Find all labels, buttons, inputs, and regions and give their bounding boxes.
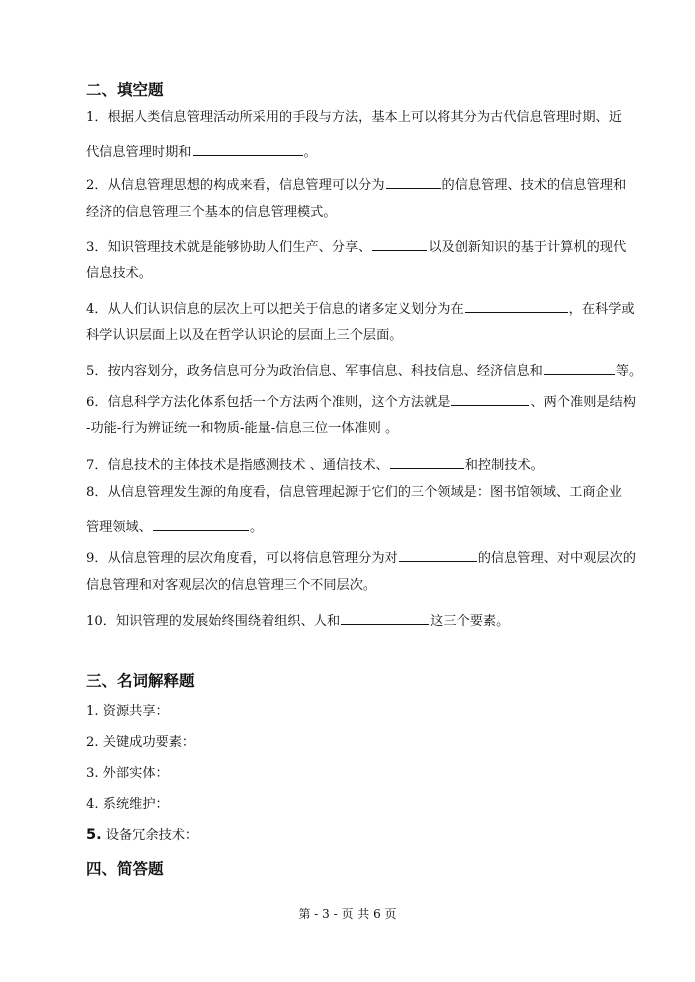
question-4-line-1 <box>86 298 635 318</box>
question-6-text: 6．信息科学方法化体系包括一个方法两个准则，这个方法就是 <box>86 395 451 410</box>
question-5-line-1 <box>86 360 642 380</box>
question-3-text: 3．知识管理技术就是能够协助人们生产、分享、 <box>86 240 372 255</box>
answer-blank-3 <box>372 236 427 251</box>
question-7-end: 和控制技术。 <box>464 458 544 473</box>
question-2-text-2: 的信息管理、技术的信息管理和 <box>441 178 627 193</box>
answer-blank-9 <box>399 547 477 562</box>
page-footer: 第 - 3 - 页 共 6 页 <box>298 907 397 921</box>
question-10-text: 10．知识管理的发展始终围绕着组织、人和 <box>86 614 341 629</box>
question-10-end: 这三个要素。 <box>430 614 510 629</box>
answer-blank-2 <box>386 174 441 189</box>
question-2-line-2: 经济的信息管理三个基本的信息管理模式。 <box>86 205 337 220</box>
term-item-5-number: 5. <box>86 827 102 843</box>
term-item-5-text: 设备冗余技术： <box>101 828 199 843</box>
answer-blank-8 <box>153 516 249 531</box>
term-item-2: 2. 关键成功要素： <box>86 735 196 750</box>
question-8-line-2 <box>86 516 263 536</box>
question-6-text-2: 、两个准则是结构 <box>530 395 636 410</box>
answer-blank-5 <box>544 360 615 375</box>
question-1-end: 。 <box>303 145 317 160</box>
section-heading-short-answer: 四、简答题 <box>86 860 164 878</box>
question-3-text-2: 以及创新知识的基于计算机的现代 <box>428 240 627 255</box>
question-9-text: 9．从信息管理的层次角度看，可以将信息管理分为对 <box>86 551 398 566</box>
question-5-text: 5．按内容划分，政务信息可分为政治信息、军事信息、科技信息、经济信息和 <box>86 364 543 379</box>
question-8-line-1: 8．从信息管理发生源的角度看，信息管理起源于它们的三个领域是：图书馆领域、工商企业 <box>86 485 622 500</box>
question-8-end: 。 <box>249 520 264 535</box>
question-3-line-2: 信息技术。 <box>86 266 152 281</box>
term-item-3: 3. 外部实体： <box>86 766 169 781</box>
question-4-line-2: 科学认识层面上以及在哲学认识论的层面上三个层面。 <box>86 328 403 343</box>
answer-blank-1 <box>193 141 303 156</box>
section-heading-fill-blank: 二、填空题 <box>86 81 164 99</box>
question-4-text: 4．从人们认识信息的层次上可以把关于信息的诸多定义划分为在 <box>86 302 464 317</box>
question-5-end: 等。 <box>615 364 643 379</box>
question-4-text-2: ，在科学或 <box>568 302 635 317</box>
question-6-line-2: -功能-行为辨证统一和物质-能量-信息三位一体准则 。 <box>86 421 399 436</box>
question-9-line-2: 信息管理和对客观层次的信息管理三个不同层次。 <box>86 578 377 593</box>
term-item-4: 4. 系统维护： <box>86 797 169 812</box>
question-6-line-1 <box>86 391 636 411</box>
question-7-text: 7．信息技术的主体技术是指感测技术 、通信技术、 <box>86 458 389 473</box>
question-10-line-1 <box>86 610 509 630</box>
question-3-line-1 <box>86 236 626 256</box>
question-9-text-2: 的信息管理、对中观层次的 <box>477 551 636 566</box>
question-2-line-1 <box>86 174 626 194</box>
answer-blank-7 <box>390 454 464 469</box>
term-item-5 <box>86 827 198 844</box>
question-1-text: 代信息管理时期和 <box>86 145 192 160</box>
section-heading-term-explanation: 三、名词解释题 <box>86 672 195 690</box>
question-8-text: 管理领域、 <box>86 520 152 535</box>
question-9-line-1 <box>86 547 636 567</box>
question-7-line-1 <box>86 454 544 474</box>
answer-blank-4 <box>465 298 568 313</box>
question-1-line-1: 1．根据人类信息管理活动所采用的手段与方法，基本上可以将其分为古代信息管理时期、近 <box>86 110 622 125</box>
answer-blank-6 <box>451 391 529 406</box>
question-1-line-2 <box>86 141 317 161</box>
question-2-text: 2．从信息管理思想的构成来看，信息管理可以分为 <box>86 178 385 193</box>
term-item-1: 1. 资源共享： <box>86 704 169 719</box>
answer-blank-10 <box>341 610 429 625</box>
